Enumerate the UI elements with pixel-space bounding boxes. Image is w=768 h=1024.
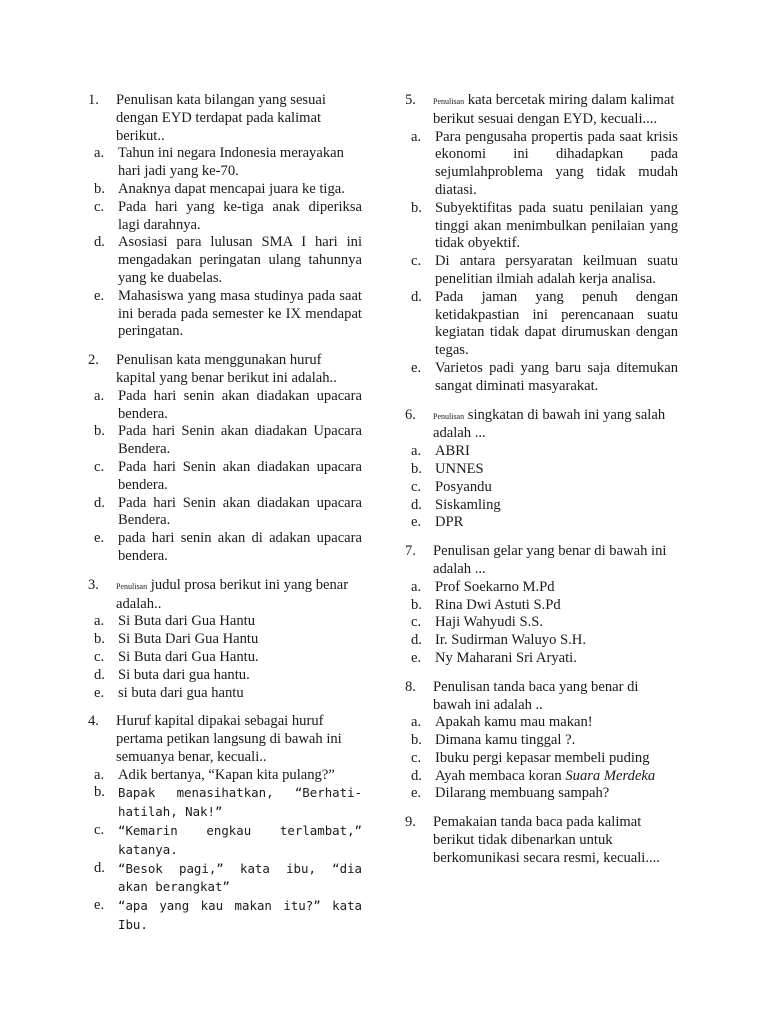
option-body: Pada hari Senin akan diadakan upacara Bendera. bbox=[118, 494, 362, 529]
option-body: Siskamling bbox=[435, 496, 501, 513]
option-text bbox=[118, 649, 362, 667]
option-body: Pada hari Senin akan diadakan Upacara Bendera. bbox=[118, 423, 362, 458]
option-letter: b. bbox=[94, 784, 105, 801]
option-body: si buta dari gua hantu bbox=[118, 684, 244, 701]
question-6 bbox=[405, 407, 678, 533]
option-letter: c. bbox=[411, 749, 422, 766]
option-body: Si Buta dari Gua Hantu. bbox=[118, 648, 259, 665]
option-letter: c. bbox=[94, 822, 105, 839]
option-letter: b. bbox=[94, 180, 105, 197]
option-letter: d. bbox=[94, 234, 105, 251]
option-text bbox=[435, 253, 678, 289]
option-body: Pada jaman yang penuh dengan ketidakpastian ini perencanaan suatu kegiatan tidak dapat dirumuskan dengan tegas. bbox=[435, 288, 678, 359]
option-body: Si buta dari gua hantu. bbox=[118, 666, 250, 683]
right-column bbox=[405, 92, 678, 879]
option-body: Bapak menasihatkan, “Berhati-hatilah, Nak!” bbox=[118, 785, 362, 820]
option-c bbox=[88, 822, 362, 860]
option-letter: a. bbox=[411, 443, 422, 460]
option-text bbox=[435, 461, 678, 479]
option-b bbox=[88, 784, 362, 822]
option-letter: a. bbox=[411, 578, 422, 595]
option-text bbox=[435, 579, 678, 597]
option-e bbox=[88, 685, 362, 703]
option-text bbox=[435, 129, 678, 200]
option-body: DPR bbox=[435, 514, 464, 531]
question-number: 3. bbox=[88, 576, 99, 593]
option-body: Pada hari yang ke-tiga anak diperiksa lagi darahnya. bbox=[118, 198, 362, 233]
option-letter: e. bbox=[411, 514, 422, 531]
option-text bbox=[118, 613, 362, 631]
question-text bbox=[116, 577, 362, 614]
question-number: 9. bbox=[405, 814, 416, 831]
option-letter: c. bbox=[411, 253, 422, 270]
question-stem bbox=[405, 814, 678, 867]
question-prefix: Penulisan bbox=[433, 411, 465, 421]
option-body: “apa yang kau makan itu?” kata Ibu. bbox=[118, 898, 362, 933]
question-stem bbox=[88, 577, 362, 614]
option-body: Mahasiswa yang masa studinya pada saat ini berada pada semester ke IX mendapat peringatan. bbox=[118, 287, 362, 340]
question-number: 4. bbox=[88, 713, 99, 730]
question-body: Pemakaian tanda baca pada kalimat berikut tidak dibenarkan untuk berkomunikasi secara resmi, kecuali.... bbox=[433, 814, 660, 866]
option-text bbox=[435, 732, 678, 750]
option-c bbox=[405, 614, 678, 632]
question-number: 7. bbox=[405, 543, 416, 560]
option-text bbox=[435, 443, 678, 461]
option-a bbox=[88, 613, 362, 631]
question-7 bbox=[405, 543, 678, 668]
option-d bbox=[88, 860, 362, 898]
option-text bbox=[118, 530, 362, 566]
question-text bbox=[433, 92, 678, 129]
option-c bbox=[88, 199, 362, 235]
option-b bbox=[88, 181, 362, 199]
option-text bbox=[435, 479, 678, 497]
option-e bbox=[88, 897, 362, 935]
option-letter: e. bbox=[94, 684, 105, 701]
option-letter: d. bbox=[94, 494, 105, 511]
option-body: UNNES bbox=[435, 460, 484, 477]
question-stem bbox=[88, 713, 362, 766]
question-stem bbox=[405, 92, 678, 129]
option-b bbox=[405, 461, 678, 479]
option-body: ABRI bbox=[435, 443, 470, 460]
question-4 bbox=[88, 713, 362, 935]
option-letter: c. bbox=[94, 198, 105, 215]
question-body: Penulisan tanda baca yang benar di bawah ini adalah .. bbox=[433, 678, 639, 713]
option-text bbox=[118, 495, 362, 531]
option-letter: e. bbox=[94, 530, 105, 547]
option-d bbox=[88, 495, 362, 531]
option-body: Pada hari senin akan diadakan upacara bendera. bbox=[118, 387, 362, 422]
question-body: Penulisan kata bilangan yang sesuai dengan EYD terdapat pada kalimat berikut.. bbox=[116, 92, 326, 144]
option-letter: a. bbox=[411, 714, 422, 731]
option-letter: b. bbox=[411, 596, 422, 613]
option-text bbox=[118, 631, 362, 649]
option-text bbox=[435, 360, 678, 396]
option-letter: d. bbox=[411, 288, 422, 305]
option-letter: a. bbox=[411, 128, 422, 145]
option-body: Ir. Sudirman Waluyo S.H. bbox=[435, 632, 586, 649]
option-a bbox=[405, 129, 678, 200]
question-number: 2. bbox=[88, 352, 99, 369]
question-body: singkatan di bawah ini yang salah adalah ... bbox=[433, 406, 666, 442]
question-stem bbox=[405, 407, 678, 444]
option-letter: a. bbox=[94, 387, 105, 404]
option-body: Adik bertanya, “Kapan kita pulang?” bbox=[118, 766, 335, 783]
option-d bbox=[88, 234, 362, 287]
question-body: judul prosa berikut ini yang benar adalah.. bbox=[116, 576, 349, 612]
question-3 bbox=[88, 577, 362, 703]
option-text bbox=[435, 289, 678, 360]
option-text bbox=[435, 497, 678, 515]
option-c bbox=[88, 649, 362, 667]
option-text bbox=[118, 685, 362, 703]
option-text bbox=[118, 288, 362, 341]
option-b bbox=[88, 423, 362, 459]
option-a bbox=[405, 579, 678, 597]
option-letter: d. bbox=[94, 859, 105, 876]
option-text bbox=[435, 200, 678, 253]
option-d bbox=[405, 768, 678, 786]
question-9 bbox=[405, 814, 678, 867]
option-body: “Besok pagi,” kata ibu, “dia akan berangkat” bbox=[118, 860, 362, 895]
option-text bbox=[118, 767, 362, 785]
option-letter: c. bbox=[94, 648, 105, 665]
question-body: Huruf kapital dipakai sebagai huruf pertama petikan langsung di bawah ini semuanya benar, kecuali.. bbox=[116, 713, 342, 765]
question-body: Penulisan kata menggunakan huruf kapital yang benar berikut ini adalah.. bbox=[116, 352, 337, 386]
option-body: Ibuku pergi kepasar membeli puding bbox=[435, 749, 650, 766]
option-text bbox=[118, 897, 362, 935]
option-letter: b. bbox=[94, 423, 105, 440]
option-body: Varietos padi yang baru saja ditemukan sangat diminati masyarakat. bbox=[435, 359, 678, 394]
option-letter: d. bbox=[411, 496, 422, 513]
question-stem bbox=[88, 92, 362, 145]
option-text bbox=[118, 822, 362, 860]
option-d bbox=[405, 497, 678, 515]
option-letter: a. bbox=[94, 766, 105, 783]
option-letter: a. bbox=[94, 613, 105, 630]
option-e bbox=[405, 785, 678, 803]
option-body: Apakah kamu mau makan! bbox=[435, 714, 593, 731]
option-text bbox=[435, 768, 678, 786]
option-body: Pada hari Senin akan diadakan upacara bendera. bbox=[118, 458, 362, 493]
option-letter: e. bbox=[411, 649, 422, 666]
option-letter: b. bbox=[411, 460, 422, 477]
question-body: kata bercetak miring dalam kalimat berikut sesuai dengan EYD, kecuali.... bbox=[433, 92, 675, 127]
option-letter: d. bbox=[411, 632, 422, 649]
option-letter: c. bbox=[411, 478, 422, 495]
option-a bbox=[405, 443, 678, 461]
option-c bbox=[405, 750, 678, 768]
option-body: Posyandu bbox=[435, 478, 492, 495]
question-text bbox=[116, 92, 362, 145]
option-b bbox=[405, 597, 678, 615]
option-e bbox=[405, 514, 678, 532]
option-text bbox=[118, 860, 362, 898]
option-body: Dilarang membuang sampah? bbox=[435, 785, 610, 802]
option-body: Dimana kamu tinggal ?. bbox=[435, 732, 576, 749]
question-text bbox=[433, 814, 678, 867]
question-1 bbox=[88, 92, 362, 341]
option-letter: c. bbox=[94, 458, 105, 475]
option-body: Anaknya dapat mencapai juara ke tiga. bbox=[118, 180, 345, 197]
question-5 bbox=[405, 92, 678, 396]
option-b bbox=[405, 732, 678, 750]
option-text bbox=[118, 145, 362, 181]
option-letter: d. bbox=[94, 666, 105, 683]
option-c bbox=[405, 253, 678, 289]
question-prefix: Penulisan bbox=[433, 97, 465, 106]
option-letter: a. bbox=[94, 145, 105, 162]
option-d bbox=[405, 632, 678, 650]
option-body: Subyektifitas pada suatu penilaian yang tinggi akan menimbulkan penilaian yang tidak obyektif. bbox=[435, 199, 678, 252]
option-a bbox=[88, 145, 362, 181]
option-b bbox=[88, 631, 362, 649]
option-e bbox=[88, 288, 362, 341]
question-text bbox=[116, 713, 362, 766]
option-text bbox=[435, 650, 678, 668]
option-body: Rina Dwi Astuti S.Pd bbox=[435, 596, 561, 613]
option-letter: e. bbox=[411, 785, 422, 802]
option-letter: c. bbox=[411, 614, 422, 631]
question-body: Penulisan gelar yang benar di bawah ini adalah ... bbox=[433, 543, 667, 577]
question-text bbox=[433, 407, 678, 444]
option-c bbox=[88, 459, 362, 495]
option-body: Ayah membaca koran bbox=[435, 767, 566, 784]
question-number: 8. bbox=[405, 678, 416, 695]
option-a bbox=[405, 714, 678, 732]
question-8 bbox=[405, 679, 678, 804]
option-text bbox=[118, 181, 362, 199]
option-body: Asosiasi para lulusan SMA I hari ini mengadakan peringatan ulang tahunnya yang ke duabelas. bbox=[118, 234, 362, 286]
option-body: Tahun ini negara Indonesia merayakan hari jadi yang ke-70. bbox=[118, 145, 344, 180]
option-text bbox=[118, 423, 362, 459]
option-e bbox=[88, 530, 362, 566]
option-body: Ny Maharani Sri Aryati. bbox=[435, 649, 577, 666]
option-text bbox=[435, 785, 678, 803]
option-text bbox=[118, 388, 362, 424]
question-text bbox=[433, 679, 678, 715]
option-d bbox=[405, 289, 678, 360]
option-body: Di antara persyaratan keilmuan suatu penelitian ilmiah adalah kerja analisa. bbox=[435, 253, 678, 287]
question-stem bbox=[88, 352, 362, 388]
option-a bbox=[88, 767, 362, 785]
question-prefix: Penulisan bbox=[116, 581, 148, 591]
option-letter: e. bbox=[411, 359, 422, 376]
option-body: Haji Wahyudi S.S. bbox=[435, 614, 544, 631]
option-text bbox=[118, 784, 362, 822]
option-letter: d. bbox=[411, 767, 422, 784]
option-text bbox=[435, 514, 678, 532]
question-number: 1. bbox=[88, 92, 99, 108]
option-letter: b. bbox=[411, 199, 422, 216]
option-e bbox=[405, 650, 678, 668]
question-stem bbox=[405, 679, 678, 715]
option-text bbox=[435, 597, 678, 615]
option-text bbox=[118, 459, 362, 495]
question-text bbox=[433, 543, 678, 579]
option-body: “Kemarin engkau terlambat,” katanya. bbox=[118, 823, 362, 857]
option-text bbox=[435, 714, 678, 732]
option-body: Para pengusaha propertis pada saat krisis ekonomi ini dihadapkan pada sejumlahproblema yang tidak mudah diatasi. bbox=[435, 128, 678, 198]
question-text bbox=[116, 352, 362, 388]
option-body: Si Buta dari Gua Hantu bbox=[118, 613, 255, 630]
question-stem bbox=[405, 543, 678, 579]
option-text bbox=[435, 632, 678, 650]
option-d bbox=[88, 667, 362, 685]
option-c bbox=[405, 479, 678, 497]
option-letter: b. bbox=[94, 631, 105, 648]
option-a bbox=[88, 388, 362, 424]
option-text bbox=[118, 234, 362, 287]
option-body: pada hari senin akan di adakan upacara bendera. bbox=[118, 530, 362, 564]
option-text bbox=[435, 614, 678, 632]
question-number: 6. bbox=[405, 406, 416, 423]
left-column bbox=[88, 92, 362, 946]
option-e bbox=[405, 360, 678, 396]
option-text bbox=[118, 667, 362, 685]
question-2 bbox=[88, 352, 362, 566]
option-letter: e. bbox=[94, 897, 105, 914]
option-b bbox=[405, 200, 678, 253]
option-text bbox=[435, 750, 678, 768]
option-body: Prof Soekarno M.Pd bbox=[435, 578, 555, 595]
option-italic: Suara Merdeka bbox=[565, 767, 656, 784]
option-body: Si Buta Dari Gua Hantu bbox=[118, 631, 259, 648]
option-text bbox=[118, 199, 362, 235]
option-letter: b. bbox=[411, 732, 422, 749]
question-number: 5. bbox=[405, 92, 416, 108]
option-letter: e. bbox=[94, 287, 105, 304]
